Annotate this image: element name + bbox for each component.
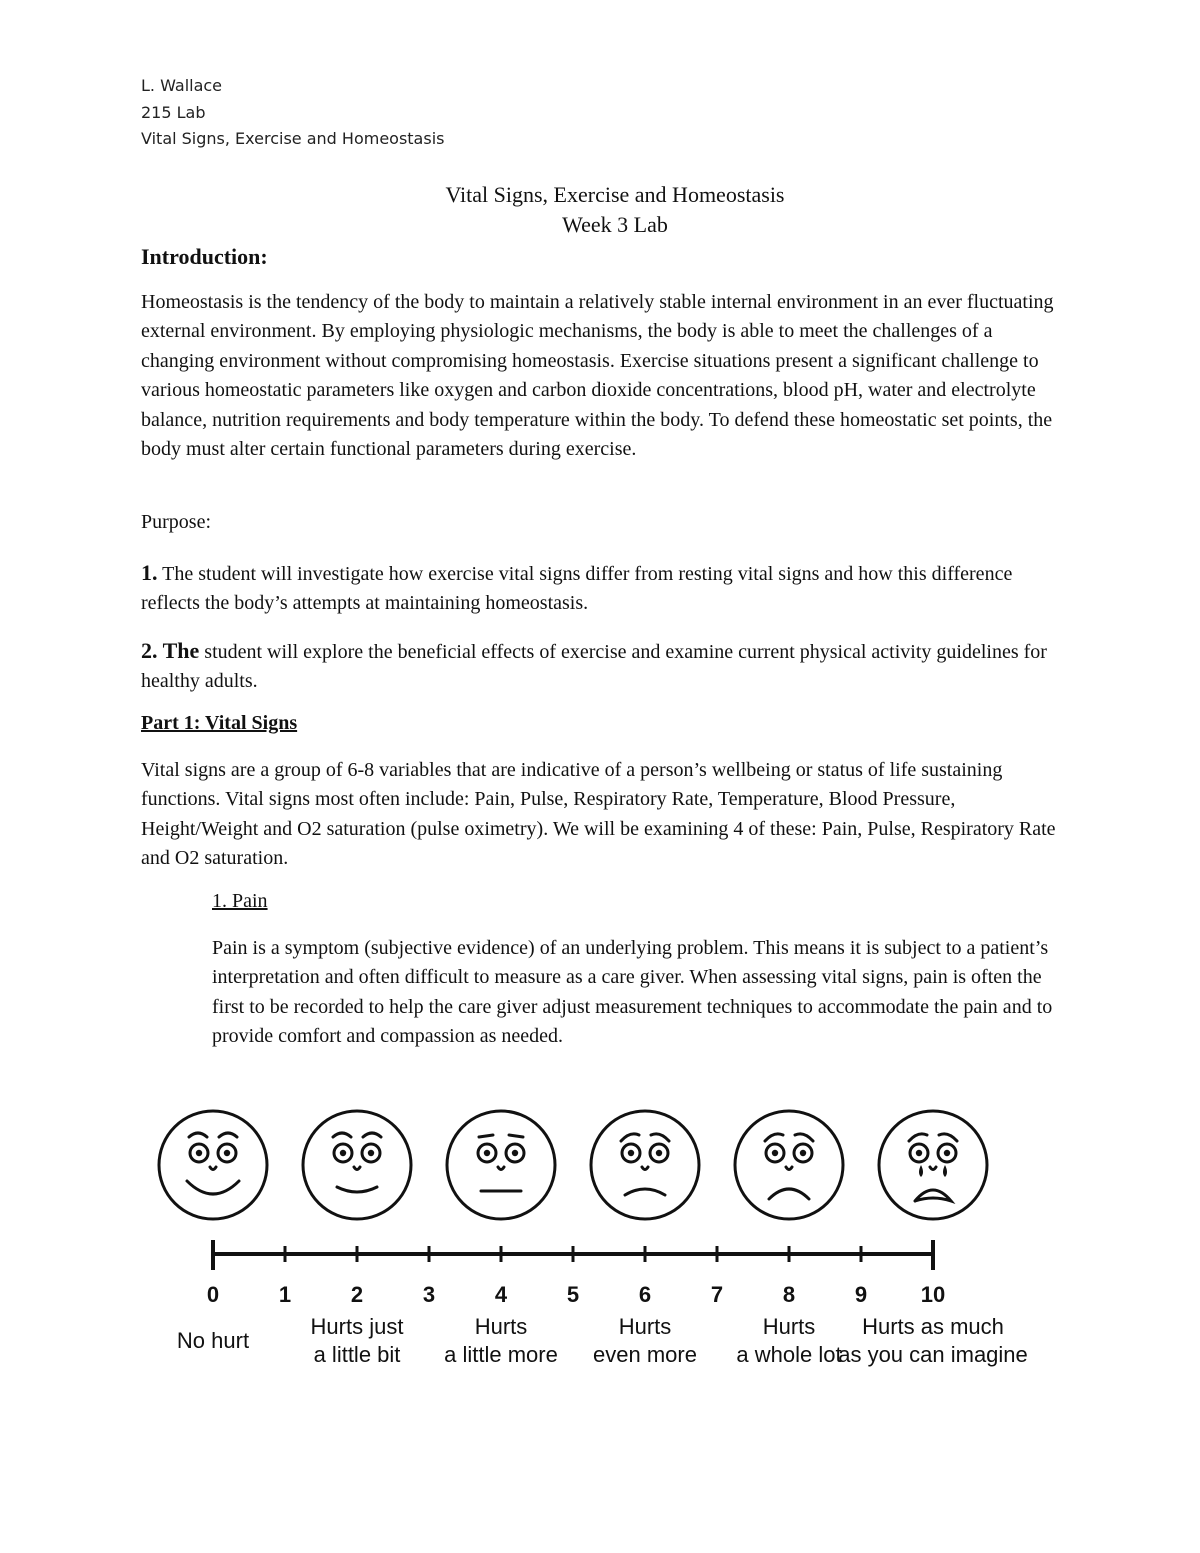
happy-face-icon: [303, 1111, 411, 1219]
pain-scale-number: 4: [494, 1282, 508, 1307]
header-author: L. Wallace: [141, 76, 223, 95]
pain-scale-label-line1: Hurts: [762, 1314, 816, 1339]
pain-scale-number: 5: [566, 1282, 580, 1307]
pain-scale-number: 3: [422, 1282, 436, 1307]
pain-scale-label-line1: Hurts just: [310, 1314, 404, 1339]
pain-scale-label-line2: a little bit: [313, 1342, 401, 1367]
pain-faces: [159, 1111, 987, 1219]
purpose-item-2-number: 2. The: [141, 638, 200, 663]
document-subtitle: Week 3 Lab: [562, 212, 668, 237]
pain-scale-label-line1: Hurts as much: [862, 1314, 1004, 1339]
pain-scale-label-line2: even more: [593, 1342, 697, 1367]
header-subject: Vital Signs, Exercise and Homeostasis: [141, 129, 445, 148]
pain-scale-label-line1: Hurts: [474, 1314, 528, 1339]
pain-scale-label-line1: No hurt: [176, 1328, 250, 1353]
header-course: 215 Lab: [141, 103, 206, 122]
pain-scale-number: 10: [920, 1282, 946, 1307]
introduction-body: Homeostasis is the tendency of the body to maintain a relatively stable internal environment in an ever fluctuating external environment. By employing physiologic mechanisms, the body is able to meet the challenges of a changing environment without compromising homeostasis. Exercise situations present a significant challenge to various homeostatic parameters like oxygen and carbon dioxide concentrations, blood pH, water and electrolyte balance, nutrition requirements and body temperature within the body. To defend these homeostatic set points, the body must alter certain functional parameters during exercise.: [141, 291, 1054, 461]
crying-face-icon: [879, 1111, 987, 1219]
purpose-heading: Purpose:: [141, 511, 211, 533]
pain-scale-number: 1: [278, 1282, 292, 1307]
pain-scale-figure: [140, 1100, 1060, 1390]
part1-heading: Part 1: Vital Signs: [141, 712, 298, 734]
purpose-item-1-text: The student will investigate how exercise vital signs differ from resting vital signs and how this difference reflects the body’s attempts at maintaining homeostasis.: [141, 563, 1013, 615]
document-title: Vital Signs, Exercise and Homeostasis: [445, 182, 785, 207]
pain-scale-labels: [177, 1314, 1028, 1367]
purpose-item-1-number: 1.: [141, 560, 158, 585]
pain-scale-number: 8: [782, 1282, 796, 1307]
part1-body: Vital signs are a group of 6-8 variables that are indicative of a person’s wellbeing or status of life sustaining functions. Vital signs most often include: Pain, Pulse, Respiratory Rate, Temperature, Blood Pressure, Height/Weight and O2 saturation (pulse oximetry). We will be examining 4 of these: Pain, Pulse, Respiratory Rate and O2 saturation.: [141, 759, 1056, 870]
pain-scale-number: 2: [350, 1282, 364, 1307]
neutral-face-icon: [447, 1111, 555, 1219]
sad-face-icon: [591, 1111, 699, 1219]
pain-scale-numbers: [207, 1282, 945, 1307]
pain-scale-label-line2: as you can imagine: [838, 1342, 1028, 1367]
pain-scale-number: 7: [710, 1282, 724, 1307]
pain-scale-label-line1: Hurts: [618, 1314, 672, 1339]
purpose-item-2-text: student will explore the beneficial effects of exercise and examine current physical activity guidelines for healthy adults.: [141, 641, 1047, 693]
pain-scale-number: 6: [638, 1282, 652, 1307]
pain-scale-label-line2: a whole lot: [736, 1342, 842, 1367]
pain-scale-number: 0: [206, 1282, 220, 1307]
pain-scale-number: 9: [854, 1282, 868, 1307]
pain-scale-label-line2: a little more: [444, 1342, 558, 1367]
pain-body: Pain is a symptom (subjective evidence) of an underlying problem. This means it is subject to a patient’s interpretation and often difficult to measure as a care giver. When assessing vital signs, pain is often the first to be recorded to help the care giver adjust measurement techniques to accommodate the pain and to provide comfort and compassion as needed.: [212, 937, 1053, 1048]
pain-heading: 1. Pain: [212, 890, 268, 912]
very-happy-face-icon: [159, 1111, 267, 1219]
very-sad-face-icon: [735, 1111, 843, 1219]
purpose-item-1: [141, 558, 1066, 619]
purpose-item-2: [141, 636, 1066, 697]
introduction-heading: Introduction:: [141, 244, 268, 269]
